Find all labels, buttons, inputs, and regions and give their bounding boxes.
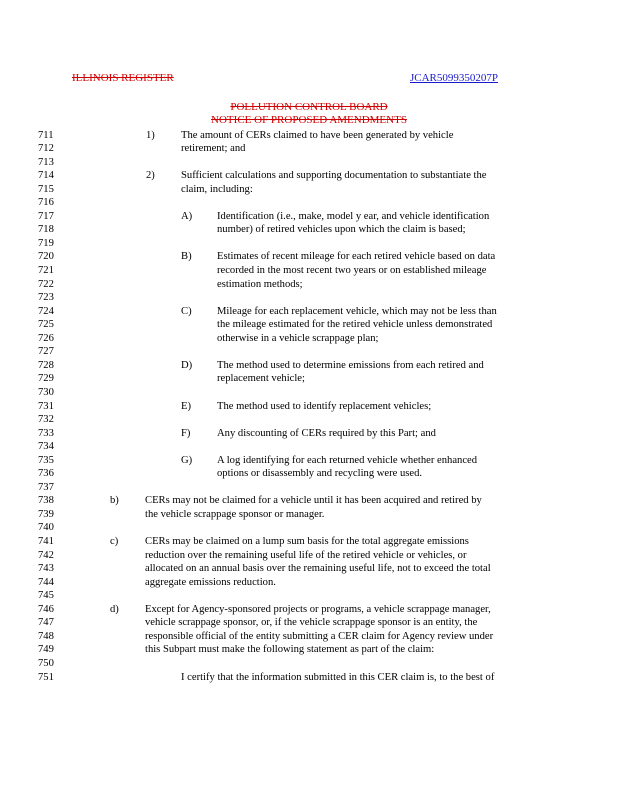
line-number: 738 <box>38 495 54 507</box>
line-number: 749 <box>38 644 54 656</box>
paragraph-text-line: allocated on an annual basis over the remaining useful life, not to exceed the total <box>145 563 491 575</box>
header-notice: NOTICE OF PROPOSED AMENDMENTS <box>211 114 407 126</box>
line-number: 746 <box>38 603 54 615</box>
line-number: 726 <box>38 332 54 344</box>
line-number: 717 <box>38 210 54 222</box>
paragraph-label: 1) <box>146 129 155 141</box>
line-number: 743 <box>38 563 54 575</box>
paragraph-label: B) <box>181 251 192 263</box>
line-number: 736 <box>38 468 54 480</box>
header-register-title: ILLINOIS REGISTER <box>72 72 174 84</box>
line-number: 711 <box>38 129 54 141</box>
line-number: 720 <box>38 251 54 263</box>
line-number: 740 <box>38 522 54 534</box>
line-number: 748 <box>38 630 54 642</box>
paragraph-text-line: aggregate emissions reduction. <box>145 576 276 588</box>
paragraph-label: F) <box>181 427 191 439</box>
line-number: 712 <box>38 143 54 155</box>
line-number: 750 <box>38 657 54 669</box>
paragraph-text-line: reduction over the remaining useful life of the retired vehicle or vehicles, or <box>145 549 467 561</box>
paragraph-text-line: recorded in the most recent two years or on established mileage <box>217 265 487 276</box>
line-number: 731 <box>38 400 54 412</box>
line-number: 722 <box>38 278 54 290</box>
paragraph-text-line: Identification (i.e., make, model y ear, and vehicle identification <box>217 210 490 222</box>
paragraph-text-line: number) of retired vehicles upon which the claim is based; <box>217 224 466 236</box>
paragraph-text-line: Estimates of recent mileage for each retired vehicle based on data <box>217 251 496 263</box>
line-number: 739 <box>38 508 54 520</box>
paragraph-text-line: CERs may not be claimed for a vehicle until it has been acquired and retired by <box>145 495 482 507</box>
line-number: 737 <box>38 481 54 493</box>
paragraph-text-line: A log identifying for each returned vehicle whether enhanced <box>217 454 478 466</box>
line-number: 714 <box>38 170 54 182</box>
paragraph-label: d) <box>110 603 119 615</box>
paragraph-text-line: estimation methods; <box>217 278 303 290</box>
line-number: 751 <box>38 671 54 683</box>
line-number: 745 <box>38 590 54 602</box>
paragraph-text-line: Mileage for each replacement vehicle, which may not be less than <box>217 305 497 317</box>
line-number: 729 <box>38 373 54 385</box>
paragraph-text-line: retirement; and <box>181 143 246 155</box>
line-number: 732 <box>38 414 54 426</box>
paragraph-text-line: Sufficient calculations and supporting documentation to substantiate the <box>181 170 487 182</box>
paragraph-label: 2) <box>146 170 155 182</box>
header-jcar-code[interactable]: JCAR5099350207P <box>410 72 499 84</box>
line-number: 742 <box>38 549 54 561</box>
paragraph-label: A) <box>181 210 193 222</box>
line-number: 723 <box>38 292 54 304</box>
paragraph-text-line: this Subpart must make the following statement as part of the claim: <box>145 644 435 656</box>
line-number: 730 <box>38 386 54 398</box>
line-number: 744 <box>38 576 54 588</box>
line-number: 718 <box>38 224 54 236</box>
paragraph-label: G) <box>181 454 193 466</box>
line-number: 727 <box>38 346 54 358</box>
line-number: 719 <box>38 237 54 249</box>
header-board-name: POLLUTION CONTROL BOARD <box>230 101 388 113</box>
line-number: 716 <box>38 197 54 209</box>
line-number: 721 <box>38 265 54 276</box>
line-number: 724 <box>38 305 54 317</box>
paragraph-text-line: CERs may be claimed on a lump sum basis for the total aggregate emissions <box>145 536 469 547</box>
paragraph-text-line: I certify that the information submitted in this CER claim is, to the best of <box>181 671 495 683</box>
line-number: 735 <box>38 454 54 466</box>
paragraph-label: b) <box>110 495 119 507</box>
paragraph-label: D) <box>181 359 193 371</box>
line-number: 741 <box>38 536 54 547</box>
line-number: 734 <box>38 441 54 453</box>
paragraph-text-line: claim, including: <box>181 183 253 195</box>
paragraph-text-line: The amount of CERs claimed to have been generated by vehicle <box>181 129 454 141</box>
line-number: 747 <box>38 617 54 629</box>
paragraph-label: E) <box>181 400 191 412</box>
paragraph-text-line: Except for Agency-sponsored projects or programs, a vehicle scrappage manager, <box>145 603 491 615</box>
paragraph-text-line: replacement vehicle; <box>217 373 305 385</box>
paragraph-label: C) <box>181 305 192 317</box>
paragraph-text-line: vehicle scrappage sponsor, or, if the vehicle scrappage sponsor is an entity, the <box>145 617 478 629</box>
paragraph-text-line: Any discounting of CERs required by this Part; and <box>217 427 436 439</box>
line-number: 733 <box>38 427 54 439</box>
line-number: 713 <box>38 156 54 168</box>
paragraph-text-line: The method used to identify replacement vehicles; <box>217 400 432 412</box>
paragraph-text-line: the vehicle scrappage sponsor or manager. <box>145 508 325 520</box>
paragraph-text-line: the mileage estimated for the retired vehicle unless demonstrated <box>217 319 493 331</box>
line-number: 715 <box>38 183 54 195</box>
line-number: 728 <box>38 359 54 371</box>
paragraph-text-line: otherwise in a vehicle scrappage plan; <box>217 332 379 344</box>
paragraph-text-line: options or disassembly and recycling were used. <box>217 468 423 480</box>
line-number: 725 <box>38 319 54 331</box>
paragraph-label: c) <box>110 536 119 547</box>
paragraph-text-line: responsible official of the entity submitting a CER claim for Agency review under <box>145 630 494 642</box>
paragraph-text-line: The method used to determine emissions from each retired and <box>217 359 484 371</box>
